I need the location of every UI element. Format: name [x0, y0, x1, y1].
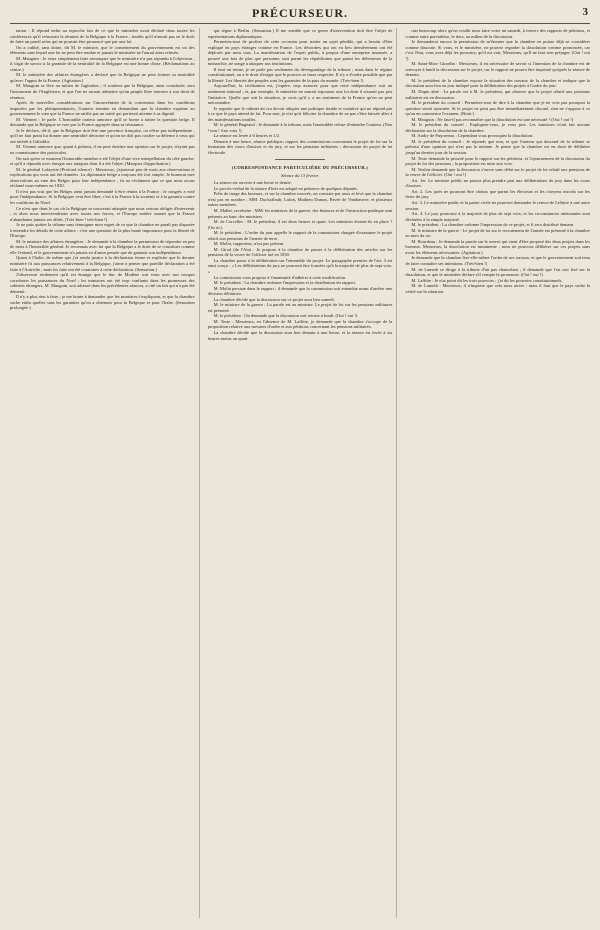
paragraph: Art. 3. Le ministère public et la partie civile ne pourront demander le renvoi de l'affaire à une autre session.	[405, 199, 591, 211]
paragraph: Je le déclare, dit-il, que la Belgique doit être une province française, ou n'être pas indépendante ; qu'il ne faut point lui donner une neutralité dérisoire et qu'on ne doit pas confier sa défense à ceux qui ont intérêt à l'affaiblir.	[10, 127, 195, 144]
paragraph: M. Teste demande la priorité pour le rapport sur les pétitions, et l'ajournement de la discussion du projet de loi des pensions ; la proposition est mise aux voix.	[405, 155, 591, 167]
paragraph: Prêts de tirage des bureaux, et sur la chambre trouvée, on constate par assis et levé que la chambre n'est pas en nombre ; MM. Duchaffault, Lafon, Mathieu Dumas, Pavée de Vandœuvre, et plusieurs autres membres.	[207, 191, 393, 208]
column-3	[405, 28, 590, 918]
paragraph: Art. 2. Les jurés ne pourront être choisis que parmi les électeurs et les citoyens inscrits sur les listes du jury.	[405, 188, 591, 200]
paragraph: M. le ministre de la guerre : Le projet de loi sur le recrutement de l'armée est présenté à la chambre au nom du roi.	[405, 227, 591, 239]
paragraph: M. le général Bugeaud : Je demande à la tribune, mais l'assemblée refuse d'entendre l'orateur. (Non ! non ! Aux voix !)	[207, 122, 393, 133]
paragraph: On a oublié, sans doute, dit M. le ministre, que le consentement du gouvernement est un des éléments sans lequel une loi ne peut être rendue et jamais le ministère ne l'aurait ainsi refusée.	[10, 44, 195, 56]
section-title: (CORRESPONDANCE PARTICULIÈRE DU PRÉCURSEUR.)	[231, 165, 369, 171]
paragraph: M. le président du conseil : Expliquez-vous, je vous prie. Les ministres n'ont fait aucune déclaration sur la dissolution de la chambre.	[405, 122, 591, 133]
paragraph: M. Teulon demande que la discussion s'ouvre sans délai sur le projet de loi relatif aux pensions de la veuve de l'officier. (Oui ! oui !)	[405, 166, 591, 178]
paragraph: qui règne à Berlin. (Sensation.) Il me semble que ce genre d'intervention doit être l'objet de représentations diplomatiques.	[207, 28, 393, 39]
paragraph: Ce n'est que dans le cas où la Belgique se trouverait attaquée que nous serions obligés d'intervenir ; et alors nous interviendrions avec toutes nos forces, et l'Europe entière saurait que la France n'abandonne jamais ses alliés. (Très-bien ! très-bien !)	[10, 205, 195, 222]
paragraph: Art. 4. Le jury prononce à la majorité de plus de sept voix, et les circonstances atténuantes sont déclarées à la simple majorité.	[405, 211, 591, 222]
paragraph: M. le président : On demande que la discussion soit remise à lundi. (Oui ! oui !)	[213, 313, 358, 319]
text-columns	[10, 28, 590, 918]
paragraph: La séance est levée à 6 heures et 1/2.	[213, 133, 281, 139]
paragraph: M. Dupin aîné : La parole est à M. le président, qui observe que le projet relatif aux pensions militaires est en discussion.	[405, 89, 591, 100]
paragraph: M. le président du conseil : Je réponds que non, et que l'orateur qui descend de la tribune se prévaut d'une opinion qui n'est pas la mienne. Je pense que la chambre est en droit de délibérer jusqu'au dernier jour de la session.	[405, 138, 591, 156]
paragraph: Il faut un terme, je ne parle pas seulement du dévergondage de la tribune ; mais dans le régime constitutionnel, on a le droit d'exiger que le pouvoir se fasse respecter. Il n'y a d'ordre possible que par la liberté. Les libertés des peuples sont les garanties de la paix du monde. (Très-bien !)	[207, 66, 393, 83]
newspaper-title: PRÉCURSEUR.	[251, 6, 348, 20]
paragraph: M. le président : La chambre ordonne l'impression de ce projet, et il sera distribué demain.	[411, 222, 575, 228]
paragraph: M. de Lameth se dirige à la tribune d'un pas chancelant ; il demande que l'on soit fixé sur la dissolution, et que le ministère déclare s'il compte la prononcer. (Oui ! oui !)	[405, 266, 591, 278]
paragraph: Après de nouvelles considérations sur l'inconvénient de la convention dans les conditions imposées par les plénipotentiaires, l'orateur termine en demandant que la chambre exprime au gouvernement le vœu que la France ne ratifie pas un traité qui porterait atteinte à sa dignité.	[10, 100, 195, 117]
paragraph: M. le ministre de la guerre : La parole est au ministre. Le projet de loi sur les pensions militaires est présenté.	[207, 302, 393, 313]
paragraph: La séance est ouverte à une heure et demie.	[213, 180, 292, 186]
paragraph: Je demanderai encore la permission de m'étonner que la chambre en puisse déjà se considérer comme dissoute. Si vous, et le ministère, ne pouvez regarder la dissolution comme prononcée, car c'est l'état, vous avez déjà les pouvoirs, qu'il est vrai, Messieurs, qu'il ne faut rien préjuger. (Oui ! oui !)	[405, 39, 591, 61]
newspaper-page	[10, 5, 590, 920]
paragraph: M. Viennet annonce que, quant à présent, il ne peut émettre une opinion sur le projet, n'ayant pas eu connaissance des protocoles.	[10, 144, 195, 156]
paragraph: M. Mauguin : Je veux simplement faire remarquer que le ministère n'a pas répondu à l'objection ; il s'agit de savoir si la garantie de la neutralité de la Belgique est une bonne chose. (Réclamations au centre.)	[10, 55, 195, 72]
paragraph: Art. 1er. Le ministre public ne pourra plus prendre part aux délibérations du jury dans les cours d'assises.	[405, 177, 591, 189]
section-divider	[208, 156, 393, 162]
paragraph: M. de Corcelles : M. le président, il est deux heures et quart. Les ministres étaient-ils en place ? (On rit.)	[207, 219, 393, 230]
paragraph: M. Laffitte : Je n'ai point dit les trois pouvoirs ; j'ai dit les pouvoirs constitutionnels.	[411, 277, 563, 283]
paragraph: M. le président du conseil : Permettez-moi de dire à la chambre que je ne vois pas pourquoi la question serait ajournée. Si le projet ne peut pas être immédiatement discuté, rien ne s'oppose à ce qu'on en commence l'examen. (Bruit.)	[405, 100, 591, 117]
paragraph: Je regrette que le cabinet ait cru devoir adopter une politique timide et craintive qui ne répond pas à ce que le pays attend de lui. Pour moi, je n'ai qu'à féliciter la chambre de ne pas s'être laissée aller à des manifestations inutiles.	[207, 105, 393, 122]
column-1	[10, 28, 200, 918]
paragraph: Le procès-verbal de la séance d'hier est adopté en présence de quelques députés.	[213, 185, 359, 191]
paragraph: M. Audry de Puyraveau : Cependant vous provoquez la dissolution.	[411, 133, 534, 139]
paragraph: M. de Lameth : Messieurs, il n'importe que cela nous arrive ; mais il faut que le pays sache la vérité sur la situation.	[405, 283, 591, 294]
paragraph: M. Viennet : Je parle. L'honorable orateur annonce qu'il se borne à traiter la question belge. Il demande que la Belgique se voie par la France appuyée dans sa résistance.	[10, 116, 195, 128]
paragraph: Permettez-moi de profiter de cette occasion pour traiter un sujet pénible, qui a besoin d'être expliqué en pays étranger comme en France. Les désordres qui ont eu lieu dernièrement ont été déplorés par nous tous. La manifestation de l'esprit public, à propos d'une entreprise insensée, a prouvé une fois de plus que personne, tant parmi les républicains que parmi les défenseurs de la monarchie, ne songe à attaquer nos institutions.	[207, 39, 393, 67]
paragraph: M. Bourdeau : Je demande la parole sur le renvoi qui vient d'être proposé des deux projets dans les bureaux. Messieurs, la dissolution est imminente ; nous ne pouvons délibérer sur ces projets sans avoir les éléments nécessaires. (Agitation.)	[405, 238, 591, 255]
paragraph: M. le président : La chambre ordonne l'impression et la distribution du rapport.	[213, 280, 356, 286]
paragraph: M. le ministre des affaires étrangères : Je demande à la chambre la permission de répondre en peu de mots à l'honorable général. Je reconnais avec lui que la Belgique a le droit de se constituer comme elle l'entend, et le gouvernement n'a jamais eu d'autre pensée que de garantir son indépendance.	[10, 238, 195, 255]
paragraph: La commission vous propose à l'unanimité d'adhérer à cette modification.	[213, 274, 347, 280]
paragraph: rais beaucoup alors qu'on voulût nous faire voter un samedi, à travers des rapports de pétitions, et comme entre parenthèse, le tiers, au milieu de la discussion.	[405, 28, 591, 39]
paragraph: M. le président de la chambre expose la situation des travaux de la chambre et indique que la discussion aura lieu au jour indiqué pour la délibération des projets à l'ordre du jour.	[405, 77, 591, 89]
paragraph: La chambre passe à la délibération sur l'ensemble du projet. Le paragraphe premier de l'art. 3 est ainsi conçu : « Les délibérations du jury ne pourront être formées qu'à la majorité de plus de sept voix. »	[207, 257, 393, 274]
paragraph: Il n'y a plus rien à faire ; je me borne à demander que les ministres s'expliquent, et que la chambre sache enfin quelles sont les garanties qu'on a obtenues pour la Belgique et pour l'Italie. (Sensation prolongée.)	[10, 294, 195, 311]
paragraph: M. le ministère des affaires étrangères a déclaré que la Belgique ne peut former sa neutralité qu'avec l'appui de la France. (Agitation.)	[10, 72, 195, 83]
page-number: 3	[582, 6, 588, 18]
paragraph: Aujourd'hui, la civilisation est, j'espère, trop avancée pour que cette indépendance soit un sentiment national ; et, par exemple, le ministère ne saurait repousser une loi dont il n'aurait pas pris l'initiative. Quelle que soit la situation, je crois qu'il y a un sentiment de la France qu'on ne peut méconnaître.	[207, 83, 393, 106]
masthead	[10, 5, 590, 24]
paragraph: Je demande que la chambre fixe elle-même l'ordre de ses travaux, et que le gouvernement soit tenu de faire connaître ses intentions. (Très-bien !)	[405, 255, 591, 266]
paragraph: M. Mallet, secrétaire : MM. les ministres de la guerre, des finances et de l'instruction publique sont présents au banc des ministres.	[207, 207, 393, 219]
paragraph: La chambre décide que la discussion aura lieu demain à une heure, et la séance est levée à six heures moins un quart.	[207, 329, 393, 341]
paragraph: Je ne puis quitter la tribune sans témoigner mon regret de ce que la chambre ne paraît pas disposée à entendre les détails de cette affaire ; c'est une question de la plus haute importance pour la liberté de l'Europe.	[10, 222, 195, 239]
paragraph: M. le général Lafayette (Profond silence) : Messieurs, j'ajouterai peu de mots aux observations et explications qui vous ont été données. La diplomatie belge a toujours été fort simple. Je bornerai mes observations au vœu des Belges pour leur indépendance ; ils ne réclament que ce que nous avons réclamé nous-mêmes en 1830.	[10, 166, 195, 189]
paragraph: Demain à une heure, séance publique, rapport des commissions concernant le projet de loi sur la formation des cours d'assises et du jury, et sur les pensions militaires ; discussion du projet de loi électorale.	[207, 138, 393, 156]
paragraph: M. Mauguin se lève au milieu de l'agitation ; il soutient que la Belgique, ainsi constituée, sera l'instrument de l'Angleterre, et que l'on ne saurait admettre qu'un peuple libre renonce à son droit de réunion.	[10, 83, 195, 100]
paragraph: M. Molin, rapporteur, n'est pas présent.	[213, 241, 285, 247]
paragraph: On sait qu'en ce moment l'honorable membre a été l'objet d'une vive interpellation du côté gauche, et qu'il a répondu avec énergie aux attaques dont il a été l'objet. (Marques d'approbation.)	[10, 155, 195, 167]
paragraph: M. Teste : Messieurs, en l'absence de M. Laffitte, je demande que la chambre s'occupe de la proposition relative aux mesures d'ordre et aux pétitions concernant les pensions militaires.	[207, 318, 393, 330]
column-2	[208, 28, 398, 918]
paragraph: Quant à l'Italie, de même que j'ai rendu justice à la déclaration ferme et explicite que le dernier ministère fit aux puissances relativement à la Belgique, j'aime à penser que pareille déclaration a été faite à l'Autriche ; mais les faits ont été contraires à cette déclaration. (Sensation.)	[10, 255, 195, 272]
paragraph: La chambre décide que la discussion sur ce projet aura lieu samedi.	[213, 296, 335, 302]
paragraph: M. Molin persiste dans le rapport ; il demande que la commission soit entendue avant d'arrêter une décision définitive.	[207, 285, 393, 297]
section-subtitle: Séance du 13 février.	[281, 172, 319, 178]
paragraph: tation : Il répond enfin au reproche fait de ce que le ministère avait déclaré dans toutes les conférences qu'il refuserait la réunion de la Belgique à la France ; fondés qu'il n'aurait pas eu le droit de faire un pareil refus qui ne pouvait être prononcé que par une loi.	[10, 28, 195, 45]
paragraph: M. le président : L'ordre du jour appelle le rapport de la commission chargée d'examiner le projet relatif aux pensions de l'armée de terre.	[207, 230, 393, 241]
paragraph: M. Girod (de l'Ain) : Je propose à la chambre de passer à la délibération des articles sur les pensions de la veuve de l'officier tué en 1830.	[207, 246, 393, 258]
paragraph: M. Saint-Marc Girardin : Messieurs, il est nécessaire de savoir si l'intention de la chambre est de renvoyer à lundi la discussion sur le projet, car le rapport ne pourra être imprimé qu'après la séance de demain.	[405, 61, 591, 78]
paragraph: J'observerai seulement qu'il est étrange que le duc de Modène soit venu avec nos troupes corroborer les puissances du Nord ; les ministres ont été trop confiants dans les promesses des cabinets étrangers. M. Mauguin, soit adressé dans les précédentes séances, a cité un fait qui n'a pas été démenti.	[10, 272, 195, 294]
paragraph: M. Mauguin : Ne faut-il pas reconnaître que la dissolution est une nécessité ? (Oui ! oui !)	[411, 116, 574, 122]
paragraph: Il n'est pas vrai que les Belges aient jamais demandé à être réunis à la France ; le congrès a voté pour l'indépendance. Si la Belgique veut être libre, c'est à la France à la soutenir et à la garantir contre les coalitions du Nord.	[10, 188, 195, 205]
